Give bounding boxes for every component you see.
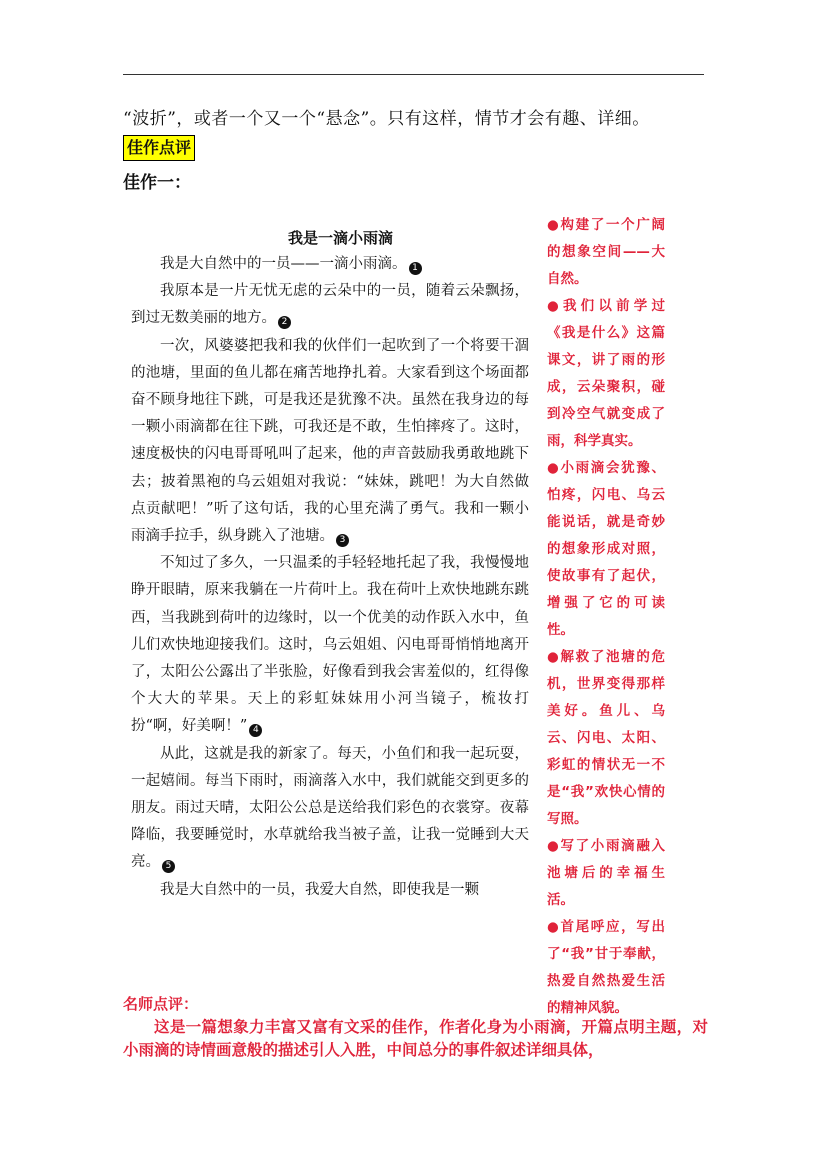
side-notes bbox=[547, 212, 665, 1022]
paragraph-text: 从此，这就是我的新家了。每天，小鱼们和我一起玩耍，一起嬉闹。每当下雨时，雨滴落入水中，我们就能交到更多的朋友。雨过天晴，太阳公公总是送给我们彩色的衣裳穿。夜幕降临，我要睡觉时，水草就给我当被子盖，让我一觉睡到大天亮。 bbox=[131, 745, 529, 871]
paragraph-marker: 5 bbox=[162, 860, 175, 873]
essay-paragraph bbox=[131, 251, 529, 278]
side-note: ●首尾呼应，写出了“我”甘于奉献，热爱自然热爱生活的精神风貌。 bbox=[547, 919, 665, 1016]
paragraph-text: 不知过了多久，一只温柔的手轻轻地托起了我，我慢慢地睁开眼睛，原来我躺在一片荷叶上。我在荷叶上欢快地跳东跳西，当我跳到荷叶的边缘时，以一个优美的动作跃入水中，鱼儿们欢快地迎接我们。这时，乌云姐姐、闪电哥哥悄悄地离开了，太阳公公露出了半张脸，好像看到我会害羞似的，红得像个大大的苹果。天上的彩虹妹妹用小河当镜子，梳妆打扮“啊，好美啊！” bbox=[131, 555, 529, 735]
subheading: 佳作一： bbox=[123, 173, 191, 193]
intro-line: “波折”，或者一个又一个“悬念”。只有这样，情节才会有趣、详细。 bbox=[123, 109, 650, 129]
paragraph-text: 我原本是一片无忧无虑的云朵中的一员，随着云朵飘扬，到过无数美丽的地方。 bbox=[131, 283, 529, 327]
paragraph-marker: 4 bbox=[249, 724, 262, 737]
paragraph-marker: 2 bbox=[278, 316, 291, 329]
essay-paragraph bbox=[131, 333, 529, 551]
essay-paragraph bbox=[131, 877, 529, 904]
side-note: ●我们以前学过《我是什么》这篇课文，讲了雨的形成，云朵聚积，碰到冷空气就变成了雨，科学真实。 bbox=[547, 298, 665, 449]
side-note: ●解救了池塘的危机，世界变得那样美好。鱼儿、乌云、闪电、太阳、彩虹的情状无一不是“我”欢快心情的写照。 bbox=[547, 649, 665, 827]
essay-paragraph bbox=[131, 741, 529, 877]
section-label: 佳作点评 bbox=[123, 135, 195, 161]
paragraph-text: 我是大自然中的一员——一滴小雨滴。 bbox=[160, 256, 407, 272]
paragraph-text: 我是大自然中的一员，我爱大自然，即使我是一颗 bbox=[160, 881, 479, 898]
side-note: ●小雨滴会犹豫、怕疼，闪电、乌云能说话，就是奇妙的想象形成对照，使故事有了起伏，增强了它的可读性。 bbox=[547, 460, 665, 638]
side-note: ●构建了一个广阔的想象空间——大自然。 bbox=[547, 217, 665, 287]
paragraph-marker: 1 bbox=[409, 262, 422, 275]
teacher-comment-heading: 名师点评： bbox=[123, 995, 199, 1013]
teacher-comment-text: 这是一篇想象力丰富又富有文采的佳作，作者化身为小雨滴，开篇点明主题，对小雨滴的诗情画意般的描述引人入胜，中间总分的事件叙述详细具体， bbox=[123, 1018, 708, 1059]
essay-title: 我是一滴小雨滴 bbox=[288, 229, 394, 247]
essay-body bbox=[131, 251, 529, 904]
essay-paragraph bbox=[131, 550, 529, 740]
side-note: ●写了小雨滴融入池塘后的幸福生活。 bbox=[547, 838, 665, 908]
paragraph-marker: 3 bbox=[336, 534, 349, 547]
paragraph-text: 一次，风婆婆把我和我的伙伴们一起吹到了一个将要干涸的池塘，里面的鱼儿都在痛苦地挣扎着。大家看到这个场面都奋不顾身地往下跳，可是我还是犹豫不决。虽然在我身边的每一颗小雨滴都在往下跳，可我还是不敢，生怕摔疼了。这时，速度极快的闪电哥哥吼叫了起来，他的声音鼓励我勇敢地跳下去；披着黑袍的乌云姐姐对我说：“妹妹，跳吧！为大自然做点贡献吧！”听了这句话，我的心里充满了勇气。我和一颗小雨滴手拉手，纵身跳入了池塘。 bbox=[131, 337, 529, 545]
essay-paragraph bbox=[131, 278, 529, 332]
header-rule bbox=[123, 74, 704, 75]
